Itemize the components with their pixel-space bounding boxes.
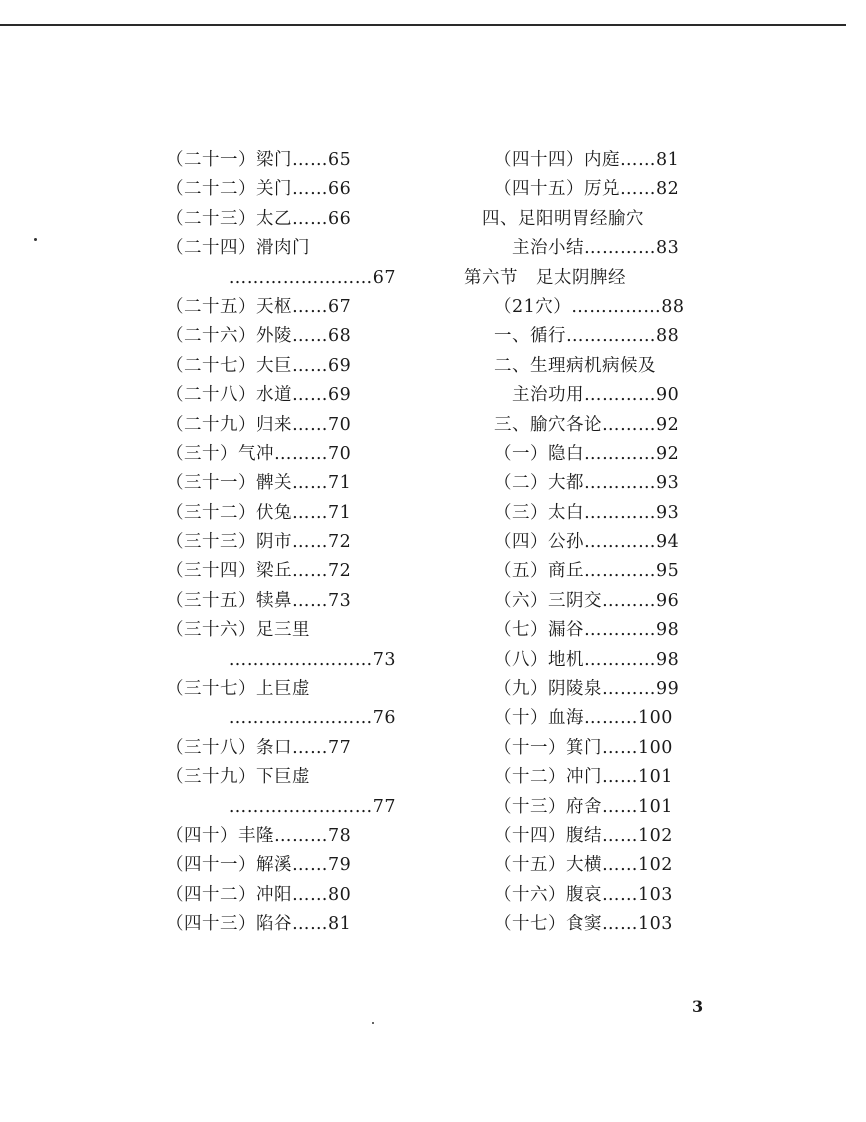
toc-left-entry: （二十一）梁门……65 (166, 150, 352, 170)
toc-left-entry: （四十）丰隆………78 (166, 825, 352, 846)
toc-right-entry: 二、生理病机病候及 (494, 355, 656, 376)
toc-right-entry: （21穴）……………88 (494, 296, 685, 317)
toc-left-entry: （三十九）下巨虚 (166, 767, 310, 788)
toc-left-entry: （三十三）阴市……72 (166, 532, 352, 553)
toc-left-entry: （三十五）犊鼻……73 (166, 590, 352, 611)
toc-right-entry: 四、足阳明胃经腧穴 (482, 208, 644, 229)
toc-left-entry: （四十三）陷谷……81 (166, 914, 352, 935)
toc-right-entry: 主治小结…………83 (512, 238, 680, 259)
toc-left-entry: （二十七）大巨……69 (166, 355, 352, 376)
toc-left-entry: （二十三）太乙……66 (166, 208, 352, 229)
toc-left-entry: ……………………73 (228, 649, 396, 670)
toc-right-entry: （六）三阴交………96 (494, 590, 680, 611)
toc-right-entry: （一）隐白…………92 (494, 443, 680, 464)
toc-left-column (166, 146, 396, 940)
toc-left-entry: （二十四）滑肉门 (166, 238, 310, 259)
toc-right-entry: （四十四）内庭……81 (494, 150, 680, 170)
toc-right-entry: 一、循行……………88 (494, 326, 680, 347)
toc-right-entry: 第六节 足太阴脾经 (464, 267, 626, 288)
toc-right-entry: （十五）大横……102 (494, 855, 673, 876)
toc-left-entry: （三十四）梁丘……72 (166, 561, 352, 582)
toc-right-entry: （四十五）厉兑……82 (494, 179, 680, 200)
toc-left-entry: ……………………77 (228, 796, 396, 817)
toc-right-entry: （四）公孙…………94 (494, 532, 680, 553)
toc-right-entry: （十六）腹哀……103 (494, 884, 673, 905)
toc-left-entry: （三十）气冲………70 (166, 443, 352, 464)
toc-right-entry: （十三）府舍……101 (494, 796, 673, 817)
toc-left-entry: ……………………67 (228, 267, 396, 288)
toc-right-entry: （十七）食窦……103 (494, 914, 673, 935)
toc-left-entry: （三十八）条口……77 (166, 737, 352, 758)
toc-left-entry: （三十二）伏兔……71 (166, 502, 352, 523)
toc-left-entry: （四十二）冲阳……80 (166, 884, 352, 905)
toc-right-entry: 主治功用…………90 (512, 385, 680, 406)
toc-right-entry: （七）漏谷…………98 (494, 620, 680, 641)
toc-left-entry: （二十六）外陵……68 (166, 326, 352, 347)
toc-right-entry: （八）地机…………98 (494, 649, 680, 670)
scan-speck (34, 238, 37, 241)
toc-left-entry: （三十六）足三里 (166, 620, 310, 641)
toc-left-entry: （四十一）解溪……79 (166, 855, 352, 876)
toc-left-entry: （三十七）上巨虚 (166, 679, 310, 700)
toc-left-entry: （二十五）天枢……67 (166, 296, 352, 317)
toc-right-entry: （十一）箕门……100 (494, 737, 673, 758)
toc-right-column (464, 146, 734, 940)
toc-right-entry: （五）商丘…………95 (494, 561, 680, 582)
scan-speck (372, 1022, 374, 1024)
toc-left-entry: （二十九）归来……70 (166, 414, 352, 435)
toc-right-entry: （二）大都…………93 (494, 473, 680, 494)
toc-right-entry: （十四）腹结……102 (494, 825, 673, 846)
page-number: 3 (692, 997, 704, 1016)
toc-left-entry: （三十一）髀关……71 (166, 473, 352, 494)
toc-left-entry: （二十二）关门……66 (166, 179, 352, 200)
toc-right-entry: 三、腧穴各论………92 (494, 414, 680, 435)
toc-right-entry: （十二）冲门……101 (494, 767, 673, 788)
toc-right-entry: （三）太白…………93 (494, 502, 680, 523)
toc-left-entry: ……………………76 (228, 708, 396, 729)
toc-left-entry: （二十八）水道……69 (166, 385, 352, 406)
toc-right-entry: （九）阴陵泉………99 (494, 679, 680, 700)
toc-right-entry: （十）血海………100 (494, 708, 673, 729)
top-rule (0, 24, 846, 26)
